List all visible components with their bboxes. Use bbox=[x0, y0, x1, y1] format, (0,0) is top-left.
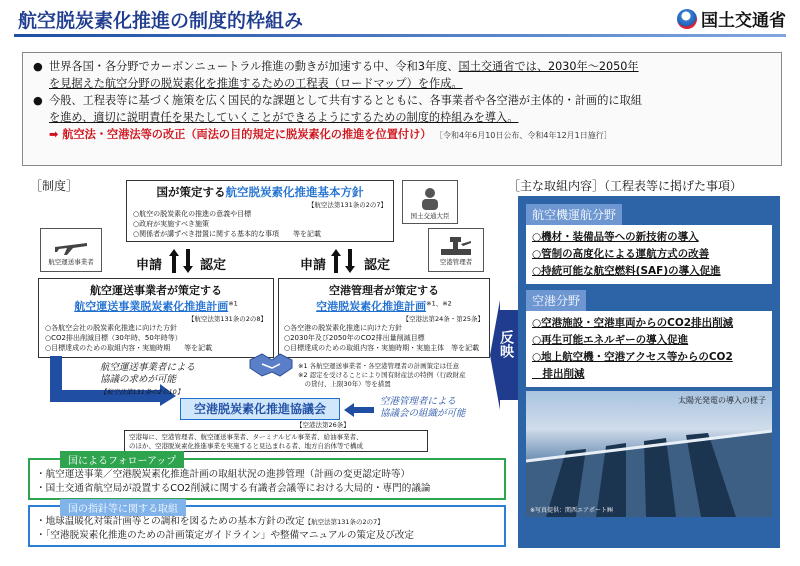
bullet1-text-b: 国土交通省では、2030年～2050年 bbox=[458, 60, 639, 73]
control-tower-icon bbox=[439, 235, 473, 257]
right-panel bbox=[518, 196, 780, 548]
note-line: ※1 各航空運送事業者・各空港管理者の計画策定は任意 bbox=[298, 362, 460, 370]
airline-icon-label: 航空運送事業者 bbox=[48, 257, 94, 266]
revision-note: ［令和4年6月10日公布、令和4年12月1日施行］ bbox=[435, 131, 612, 140]
airport-field-item: ○空港施設・空港車両からのCO2排出削減 bbox=[532, 317, 734, 329]
basic-policy-box bbox=[126, 180, 394, 242]
airline-plan-box bbox=[38, 278, 274, 358]
photo-credit: ※写真提供：関西エアポート㈱ bbox=[530, 507, 614, 514]
request-law: 【航空法第131条の2の10】 bbox=[100, 388, 184, 396]
minister-icon-box bbox=[402, 180, 458, 224]
policy-item: ○政府が実施すべき施策 bbox=[133, 220, 209, 228]
council-box: 空港脱炭素化推進協議会 bbox=[180, 398, 340, 420]
solar-panels-image bbox=[526, 391, 772, 517]
policy-head-a: 国が策定する bbox=[156, 185, 226, 199]
bullet1-text-c: を見据えた航空分野の脱炭素化を推進するための工程表（ロードマップ）を作成。 bbox=[49, 77, 463, 90]
followup-item: ・国土交通省航空局が設置するCO2削減に関する有識者会議等における大局的・専門的議論 bbox=[36, 483, 431, 494]
aircraft-item: ○管制の高度化による運航方式の改善 bbox=[532, 248, 710, 260]
airport-category-header: 空港分野 bbox=[526, 290, 586, 311]
airport-updown-arrows bbox=[330, 247, 356, 279]
aircraft-item: ○機材・装備品等への新技術の導入 bbox=[532, 231, 699, 243]
airport-mark: ※1、※2 bbox=[426, 299, 452, 308]
airport-icon-label: 空港管理者 bbox=[439, 257, 473, 266]
title-rule bbox=[14, 34, 786, 37]
ministry-emblem-icon bbox=[677, 9, 697, 29]
solar-photo bbox=[526, 391, 772, 517]
reflect-label: 反映 bbox=[498, 330, 514, 358]
aircraft-items bbox=[526, 225, 772, 284]
followup-item: ・航空運送事業／空港脱炭素化推進計画の取組状況の進捗管理（計画の変更認定時等） bbox=[36, 469, 411, 480]
airport-field-item: ○地上航空機・空港アクセス等からのCO2 bbox=[532, 351, 733, 363]
airline-item: ○CO2排出削減目標（30年時、50年時等） bbox=[45, 334, 182, 342]
note-line: ※2 認定を受けることにより国有財産法の特例（行政財産 bbox=[298, 371, 466, 379]
airline-updown-arrows bbox=[168, 247, 194, 279]
council-org-arrow bbox=[344, 402, 374, 421]
airport-item: ○目標達成のための取組内容・実施時期・実施主体 等を記載 bbox=[284, 344, 480, 352]
bullet1-text-a: 世界各国・各分野でカーボンニュートラル推進の動きが加速する中、令和3年度、 bbox=[49, 60, 459, 73]
guideline-item-1-law: 【航空法第131条の2の7】 bbox=[304, 518, 384, 526]
aircraft-category-header: 航空機運航分野 bbox=[526, 204, 622, 225]
ministry-name: 国土交通省 bbox=[701, 11, 786, 31]
intro-bullet-2 bbox=[33, 92, 771, 126]
airline-head-b: 航空運送事業脱炭素化推進計画 bbox=[74, 300, 229, 313]
airline-item: ○目標達成のための取組内容・実施時期 等を記載 bbox=[45, 344, 213, 352]
request-text bbox=[100, 362, 195, 398]
airline-item: ○各航空会社の脱炭素化推進に向けた方針 bbox=[45, 324, 178, 332]
airport-law: 【空港法第24条・第25条】 bbox=[402, 315, 484, 323]
airport-apply-label: 申請 bbox=[300, 258, 327, 273]
guideline-item-1: ・地球温暖化対策計画等との調和を図るための基本方針の改定 bbox=[36, 516, 305, 527]
photo-caption: 太陽光発電の導入の様子 bbox=[678, 396, 766, 405]
policy-head-b: 航空脱炭素化推進基本方針 bbox=[225, 185, 364, 199]
airport-head-a: 空港管理者が策定する bbox=[329, 284, 439, 297]
bullet2-text-a: 今般、工程表等に基づく施策を広く国民的な課題として共有するとともに、各事業者や各空港が主体的・計画的に取組 bbox=[49, 94, 642, 107]
minister-label: 国土交通大臣 bbox=[410, 211, 450, 220]
revision-line bbox=[33, 126, 771, 144]
main-label: ［主な取組内容］（工程表等に掲げた事項） bbox=[508, 179, 743, 193]
council-members-1: 空港毎に、空港管理者、航空運送事業者、ターミナルビル事業者、給油事業者、 bbox=[129, 433, 363, 441]
airport-head-b: 空港脱炭素化推進計画 bbox=[316, 300, 427, 313]
aircraft-item: ○持続可能な航空燃料(SAF)の導入促進 bbox=[532, 265, 721, 277]
handshake-icon bbox=[248, 350, 294, 384]
bullet2-text-b: を進め、適切に説明責任を果たしていくことができるようにするための制度的枠組みを導入。 bbox=[49, 111, 519, 124]
airport-field-item: ○再生可能エネルギーの導入促進 bbox=[532, 334, 689, 346]
left-arrow-icon bbox=[344, 403, 374, 417]
intro-box bbox=[22, 52, 782, 166]
airport-plan-box bbox=[278, 278, 490, 358]
council-members-2: のほか、空港脱炭素化推進事業を実施すると見込まれる者、地方自治体等で構成 bbox=[129, 442, 363, 450]
council-law: 【空港法第26条】 bbox=[296, 421, 350, 429]
airline-apply-label: 申請 bbox=[136, 258, 163, 273]
policy-item: ○航空の脱炭素化の推進の意義や目標 bbox=[133, 210, 252, 218]
followup-header: 国によるフォローアップ bbox=[60, 451, 184, 468]
airline-approve-label: 認定 bbox=[200, 258, 227, 273]
page-title: 航空脱炭素化推進の制度的枠組み bbox=[18, 10, 304, 32]
airline-mark: ※1 bbox=[228, 299, 238, 308]
airport-approve-label: 認定 bbox=[364, 258, 391, 273]
policy-law: 【航空法第131条の2の7】 bbox=[307, 201, 387, 209]
intro-bullet-1 bbox=[33, 58, 771, 92]
council-org-a: 空港管理者による bbox=[380, 396, 457, 407]
airport-field-items bbox=[526, 311, 772, 387]
person-icon bbox=[417, 185, 443, 211]
policy-item: ○関係者が講ずべき措置に関する基本的な事項 等を記載 bbox=[133, 230, 321, 238]
airline-icon-box bbox=[40, 228, 102, 272]
council-org-text bbox=[380, 396, 466, 420]
up-down-arrow-icon bbox=[330, 247, 356, 275]
request-line-b: 協議の求めが可能 bbox=[100, 374, 177, 385]
airport-field-item: 排出削減 bbox=[532, 368, 585, 380]
bullet-dot-icon: ● bbox=[33, 94, 43, 107]
up-down-arrow-icon bbox=[168, 247, 194, 275]
note-line: の貸付、上限30年）等を措置 bbox=[298, 380, 391, 388]
guideline-item-2: ・「空港脱炭素化推進のための計画策定ガイドライン」や整備マニュアルの策定及び改定 bbox=[36, 530, 414, 541]
airport-item: ○2030年及び2050年のCO2排出量削減目標 bbox=[284, 334, 425, 342]
airline-head-a: 航空運送事業者が策定する bbox=[90, 284, 222, 297]
ministry-logo bbox=[677, 6, 786, 31]
guideline-header: 国の指針等に関する取組 bbox=[60, 499, 186, 516]
airport-item: ○各空港の脱炭素化推進に向けた方針 bbox=[284, 324, 403, 332]
bullet-dot-icon: ● bbox=[33, 60, 43, 73]
notes-block bbox=[298, 362, 498, 389]
system-label: ［制度］ bbox=[30, 179, 79, 193]
airport-icon-box bbox=[428, 228, 484, 272]
request-line-a: 航空運送事業者による bbox=[100, 362, 196, 373]
council-org-b: 協議会の組織が可能 bbox=[380, 408, 466, 419]
airplane-icon bbox=[53, 235, 89, 257]
revision-text: ➡ 航空法・空港法等の改正（両法の目的規定に脱炭素化の推進を位置付け） bbox=[49, 128, 432, 141]
council-members-box bbox=[124, 430, 428, 452]
airline-law: 【航空法第131条の2の8】 bbox=[187, 315, 267, 323]
